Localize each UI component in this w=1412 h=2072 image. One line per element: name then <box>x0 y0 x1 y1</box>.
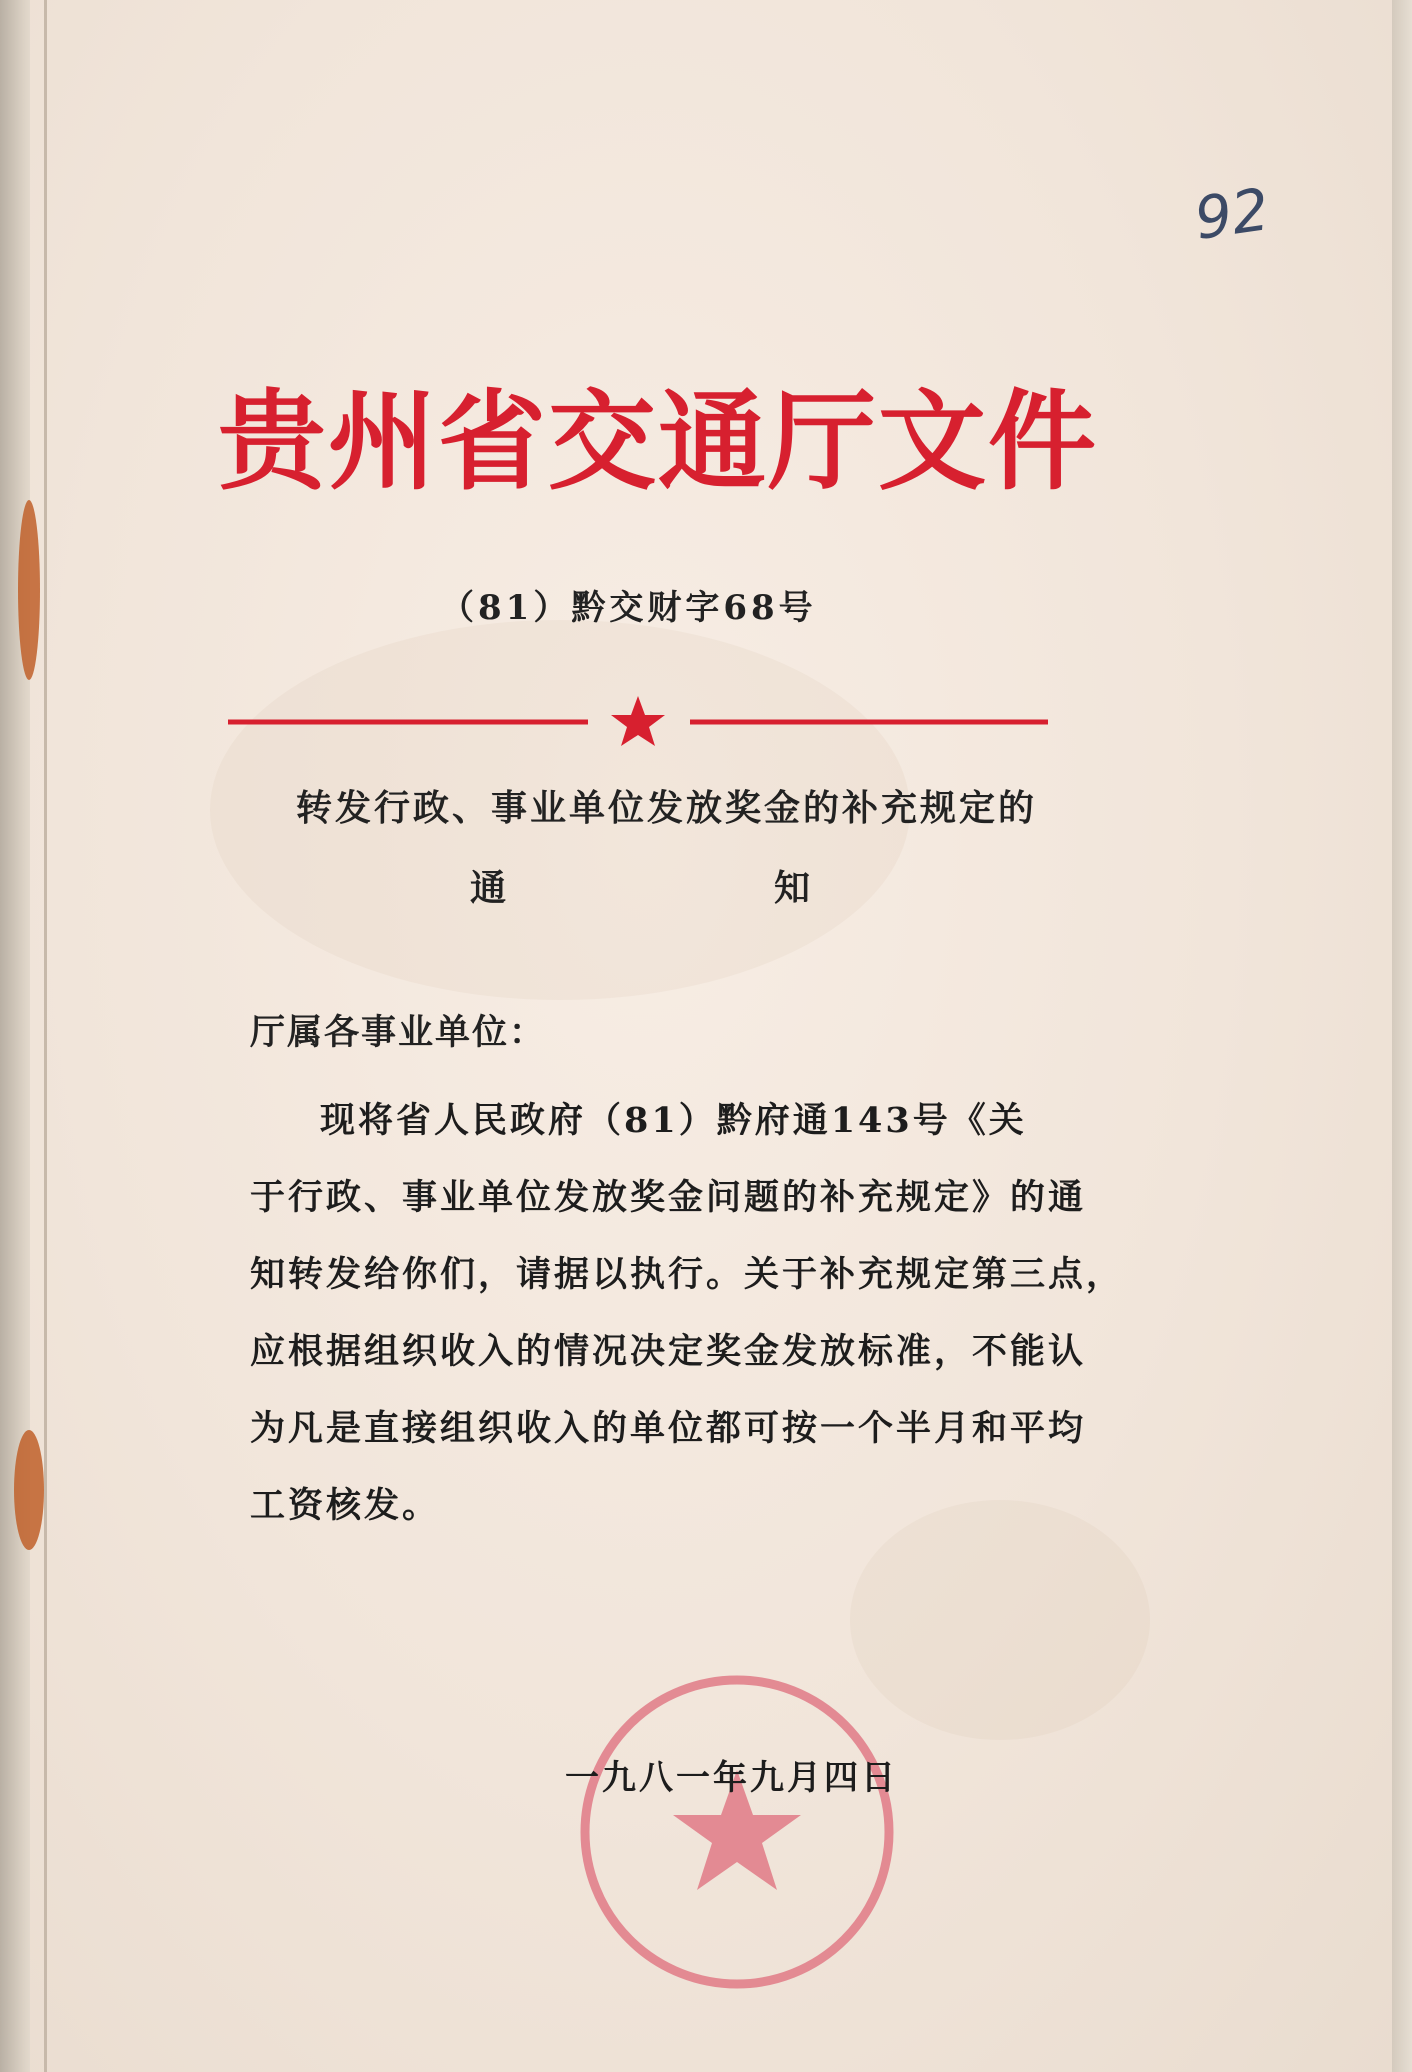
subject-notice <box>470 860 810 911</box>
red-star-divider <box>228 690 1048 750</box>
body-line: 为凡是直接组织收入的单位都可按一个半月和平均 <box>250 1408 1087 1449</box>
addressee: 厅属各事业单位： <box>250 1012 547 1053</box>
subject-notice-char-1: 通 <box>470 867 507 909</box>
document-date: 一九八一年九月四日 <box>565 1758 898 1798</box>
body-line: 知转发给你们，请据以执行。关于补充规定第三点， <box>250 1254 1125 1295</box>
body-line: 工资核发。 <box>250 1485 441 1526</box>
body-line: 应根据组织收入的情况决定奖金发放标准，不能认 <box>250 1331 1087 1372</box>
body-text <box>250 1082 1125 1544</box>
rust-mark <box>18 500 40 680</box>
subject-notice-char-2: 知 <box>773 867 810 909</box>
rust-mark <box>14 1430 44 1550</box>
subject-line: 转发行政、事业单位发放奖金的补充规定的 <box>296 787 1038 829</box>
binding-line <box>44 0 47 2072</box>
body-line: 现将省人民政府（81）黔府通143号《关 <box>320 1100 1027 1141</box>
body-line: 于行政、事业单位发放奖金问题的补充规定》的通 <box>250 1177 1087 1218</box>
handwritten-page-number: 92 <box>1190 175 1274 253</box>
page-edge <box>1392 0 1412 2072</box>
official-seal <box>575 1670 900 1995</box>
document-title: 贵州省交通厅文件 <box>218 379 1099 505</box>
document-number: （81）黔交财字68号 <box>440 588 817 628</box>
red-star-icon <box>611 696 665 746</box>
